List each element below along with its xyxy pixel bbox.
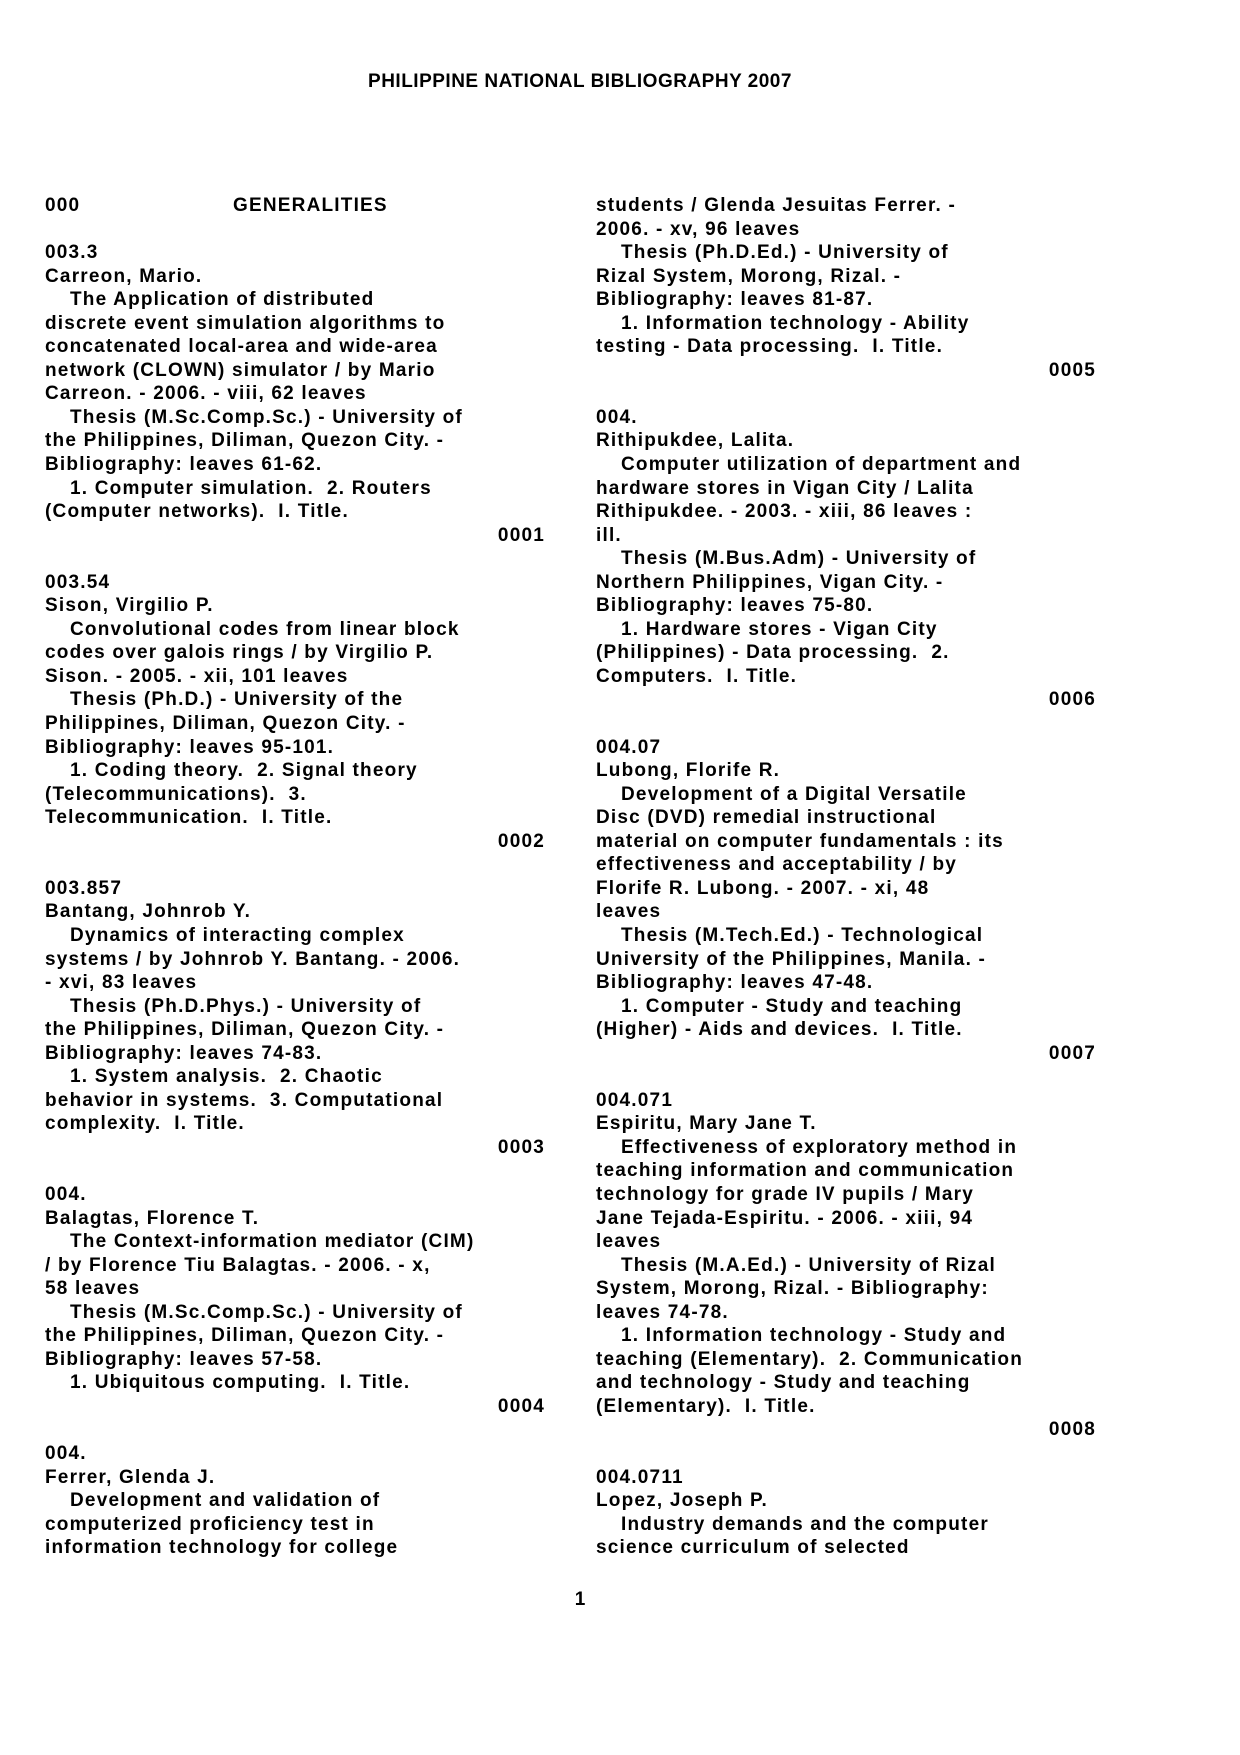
classification-number: 004.071 <box>596 1089 674 1111</box>
title-line: technology for grade IV pupils / Mary <box>596 1183 975 1205</box>
author: Carreon, Mario. <box>45 265 203 287</box>
classification-number: 003.857 <box>45 877 123 899</box>
section-heading <box>45 194 545 218</box>
title-line: effectiveness and acceptability / by <box>596 854 958 876</box>
author: Ferrer, Glenda J. <box>45 1466 216 1488</box>
subject-line: 1. Hardware stores - Vigan City <box>621 618 938 640</box>
title-line: systems / by Johnrob Y. Bantang. - 2006. <box>45 948 461 970</box>
subject-line: 1. Computer simulation. 2. Routers <box>70 477 432 499</box>
note-line: Bibliography: leaves 47-48. <box>596 972 874 994</box>
note-line: Thesis (Ph.D.) - University of the <box>70 689 404 711</box>
right-entries <box>596 406 1096 1560</box>
title-line: Effectiveness of exploratory method in <box>621 1136 1018 1158</box>
title-line: Dynamics of interacting complex <box>70 924 405 946</box>
classification-number: 004.07 <box>596 736 662 758</box>
note-line: the Philippines, Diliman, Quezon City. - <box>45 1019 445 1041</box>
continued-entry-number: 0005 <box>1048 359 1096 381</box>
title-line: concatenated local-area and wide-area <box>45 336 438 358</box>
author: Sison, Virgilio P. <box>45 595 214 617</box>
classification-number: 004. <box>45 1442 87 1464</box>
subject-line: (Elementary). I. Title. <box>596 1395 816 1417</box>
subject-line: (Computer networks). I. Title. <box>45 501 349 523</box>
continued-note-line: Bibliography: leaves 81-87. <box>596 289 874 311</box>
section-title: GENERALITIES <box>233 195 388 216</box>
title-line: - xvi, 83 leaves <box>45 972 198 994</box>
author: Bantang, Johnrob Y. <box>45 901 252 923</box>
title-line: leaves <box>596 1231 662 1253</box>
title-line: Development and validation of <box>70 1490 381 1512</box>
subject-line: 1. Ubiquitous computing. I. Title. <box>70 1372 411 1394</box>
subject-line: (Higher) - Aids and devices. I. Title. <box>596 1019 963 1041</box>
note-line: University of the Philippines, Manila. - <box>596 948 987 970</box>
page-number: 1 <box>574 1589 586 1610</box>
subject-line: teaching (Elementary). 2. Communication <box>596 1348 1024 1370</box>
left-entries <box>45 241 545 1560</box>
title-line: Development of a Digital Versatile <box>621 783 967 805</box>
subject-line: 1. System analysis. 2. Chaotic <box>70 1066 383 1088</box>
title-line: codes over galois rings / by Virgilio P. <box>45 642 434 664</box>
continued-title-line: students / Glenda Jesuitas Ferrer. - <box>596 195 956 216</box>
bibliography-entry <box>45 241 545 571</box>
title-line: The Context-information mediator (CIM) <box>70 1231 475 1253</box>
continued-subject-line: 1. Information technology - Ability <box>621 312 970 334</box>
bibliography-entry <box>596 736 1096 1089</box>
subject-line: Telecommunication. I. Title. <box>45 807 333 829</box>
title-line: information technology for college <box>45 1537 399 1559</box>
title-line: The Application of distributed <box>70 289 375 311</box>
classification-number: 004. <box>45 1183 87 1205</box>
left-column <box>45 194 545 1560</box>
note-line: leaves 74-78. <box>596 1301 729 1323</box>
title-line: Florife R. Lubong. - 2007. - xi, 48 <box>596 877 930 899</box>
continued-subject-line: testing - Data processing. I. Title. <box>596 336 944 358</box>
note-line: Bibliography: leaves 75-80. <box>596 595 874 617</box>
continued-entry <box>596 194 1096 382</box>
title-line: Computer utilization of department and <box>621 454 1022 476</box>
classification-number: 003.3 <box>45 242 99 264</box>
author: Balagtas, Florence T. <box>45 1207 260 1229</box>
title-line: Carreon. - 2006. - viii, 62 leaves <box>45 383 367 405</box>
title-line: leaves <box>596 901 662 923</box>
title-line: material on computer fundamentals : its <box>596 830 1004 852</box>
author: Lubong, Florife R. <box>596 760 781 782</box>
bibliography-entry <box>45 1183 545 1442</box>
note-line: Thesis (M.Bus.Adm) - University of <box>621 548 977 570</box>
entry-number: 0008 <box>1048 1419 1096 1441</box>
title-line: Sison. - 2005. - xii, 101 leaves <box>45 665 349 687</box>
note-line: Bibliography: leaves 74-83. <box>45 1042 323 1064</box>
classification-number: 003.54 <box>45 571 111 593</box>
subject-line: complexity. I. Title. <box>45 1113 245 1135</box>
entry-number: 0003 <box>497 1136 545 1158</box>
entry-number: 0007 <box>1048 1042 1096 1064</box>
note-line: Northern Philippines, Vigan City. - <box>596 571 944 593</box>
note-line: Bibliography: leaves 61-62. <box>45 454 323 476</box>
subject-line: (Telecommunications). 3. <box>45 783 307 805</box>
bibliography-entry <box>596 1089 1096 1466</box>
title-line: discrete event simulation algorithms to <box>45 312 446 334</box>
subject-line: behavior in systems. 3. Computational <box>45 1089 444 1111</box>
title-line: Rithipukdee. - 2003. - xiii, 86 leaves : <box>596 501 973 523</box>
entry-number: 0006 <box>1048 689 1096 711</box>
title-line: / by Florence Tiu Balagtas. - 2006. - x, <box>45 1254 431 1276</box>
classification-number: 004.0711 <box>596 1466 684 1488</box>
classification-number: 004. <box>596 406 638 428</box>
bibliography-entry <box>596 1466 1096 1560</box>
entry-number: 0004 <box>497 1395 545 1417</box>
subject-line: 1. Computer - Study and teaching <box>621 995 963 1017</box>
title-line: ill. <box>596 524 622 546</box>
continued-title-line: 2006. - xv, 96 leaves <box>596 218 801 240</box>
right-column <box>596 194 1096 1560</box>
title-line: network (CLOWN) simulator / by Mario <box>45 359 436 381</box>
section-code: 000 <box>45 195 81 216</box>
subject-line: Computers. I. Title. <box>596 665 798 687</box>
subject-line: (Philippines) - Data processing. 2. <box>596 642 950 664</box>
subject-line: 1. Information technology - Study and <box>621 1325 1007 1347</box>
bibliography-entry <box>596 406 1096 736</box>
continued-note-line: Thesis (Ph.D.Ed.) - University of <box>621 242 949 264</box>
note-line: Bibliography: leaves 57-58. <box>45 1348 323 1370</box>
note-line: the Philippines, Diliman, Quezon City. - <box>45 1325 445 1347</box>
title-line: Industry demands and the computer <box>621 1513 989 1535</box>
note-line: Philippines, Diliman, Quezon City. - <box>45 713 406 735</box>
bibliography-entry <box>45 877 545 1183</box>
continued-note-line: Rizal System, Morong, Rizal. - <box>596 265 902 287</box>
note-line: Thesis (M.A.Ed.) - University of Rizal <box>621 1254 996 1276</box>
note-line: the Philippines, Diliman, Quezon City. - <box>45 430 445 452</box>
note-line: Bibliography: leaves 95-101. <box>45 736 335 758</box>
title-line: Jane Tejada-Espiritu. - 2006. - xiii, 94 <box>596 1207 974 1229</box>
entry-number: 0001 <box>497 524 545 546</box>
title-line: Convolutional codes from linear block <box>70 618 460 640</box>
note-line: System, Morong, Rizal. - Bibliography: <box>596 1278 989 1300</box>
note-line: Thesis (M.Sc.Comp.Sc.) - University of <box>70 1301 463 1323</box>
title-line: Disc (DVD) remedial instructional <box>596 807 937 829</box>
title-line: 58 leaves <box>45 1278 141 1300</box>
entry-number: 0002 <box>497 830 545 852</box>
note-line: Thesis (M.Sc.Comp.Sc.) - University of <box>70 406 463 428</box>
note-line: Thesis (Ph.D.Phys.) - University of <box>70 995 422 1017</box>
bibliography-entry <box>45 571 545 877</box>
author: Lopez, Joseph P. <box>596 1490 768 1512</box>
title-line: hardware stores in Vigan City / Lalita <box>596 477 974 499</box>
subject-line: and technology - Study and teaching <box>596 1372 971 1394</box>
note-line: Thesis (M.Tech.Ed.) - Technological <box>621 924 984 946</box>
title-line: computerized proficiency test in <box>45 1513 375 1535</box>
title-line: science curriculum of selected <box>596 1537 910 1559</box>
subject-line: 1. Coding theory. 2. Signal theory <box>70 760 418 782</box>
author: Espiritu, Mary Jane T. <box>596 1113 817 1135</box>
page-header: PHILIPPINE NATIONAL BIBLIOGRAPHY 2007 <box>368 71 792 92</box>
title-line: teaching information and communication <box>596 1160 1015 1182</box>
author: Rithipukdee, Lalita. <box>596 430 795 452</box>
bibliography-entry <box>45 1442 545 1560</box>
